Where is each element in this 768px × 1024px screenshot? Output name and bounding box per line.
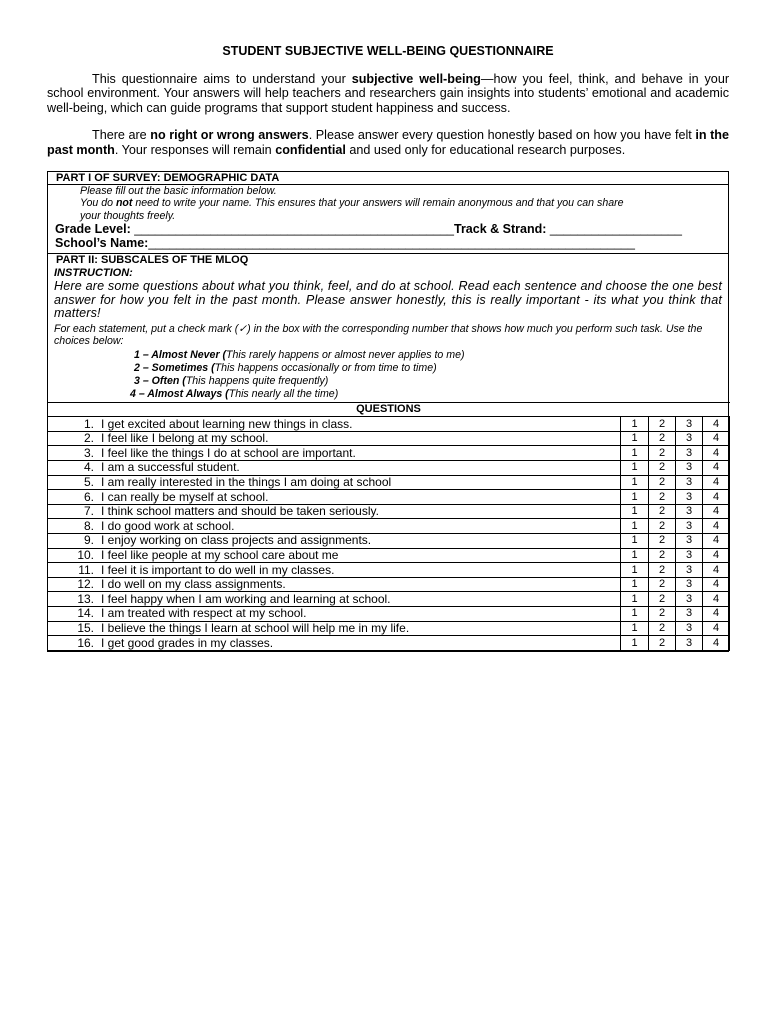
question-text: I am really interested in the things I am doing at school: [101, 474, 392, 489]
track-strand-input[interactable]: ___________________: [549, 221, 682, 236]
question-number: 15.: [77, 620, 94, 635]
track-strand-label: Track & Strand:: [454, 221, 550, 236]
question-row: [48, 636, 730, 651]
question-text-cell: [48, 592, 621, 607]
question-row: [48, 534, 730, 549]
intro-paragraph-1: [47, 72, 729, 115]
question-text-cell: [48, 621, 621, 636]
intro-text: This questionnaire aims to understand your: [92, 72, 352, 86]
question-number: 7.: [83, 504, 94, 519]
question-text: I can really be myself at school.: [101, 489, 269, 504]
question-text: I am a successful student.: [101, 460, 240, 475]
question-text: I get good grades in my classes.: [101, 635, 274, 650]
rating-option-4[interactable]: 4: [703, 534, 730, 549]
rating-option-3[interactable]: 3: [676, 548, 703, 563]
rating-option-1[interactable]: 1: [621, 607, 649, 622]
rating-option-1[interactable]: 1: [621, 621, 649, 636]
rating-option-4[interactable]: 4: [703, 461, 730, 476]
question-text: I enjoy working on class projects and assignments.: [101, 533, 372, 548]
questions-table: [47, 402, 730, 651]
question-row: [48, 475, 730, 490]
rating-option-2[interactable]: 2: [649, 431, 676, 446]
rating-option-4[interactable]: 4: [703, 431, 730, 446]
rating-option-1[interactable]: 1: [621, 490, 649, 505]
rating-option-4[interactable]: 4: [703, 577, 730, 592]
question-row: [48, 592, 730, 607]
part2-section: [48, 254, 728, 402]
choice-legend: [48, 348, 728, 401]
choice-desc: This happens quite frequently): [185, 374, 329, 387]
rating-option-1[interactable]: 1: [621, 504, 649, 519]
question-text-cell: [48, 577, 621, 592]
rating-option-3[interactable]: 3: [676, 475, 703, 490]
rating-option-4[interactable]: 4: [703, 592, 730, 607]
instruction-text: Here are some questions about what you think, feel, and do at school. Read each sentence and choose the one best answer for how you felt in the past month. Please answer honestly, this is really important - its what you think that matters!: [54, 278, 722, 321]
question-text-cell: [48, 417, 621, 432]
questions-header-row: [48, 402, 730, 417]
rating-option-4[interactable]: 4: [703, 519, 730, 534]
question-text: I am treated with respect at my school.: [101, 606, 307, 621]
rating-option-2[interactable]: 2: [649, 592, 676, 607]
rating-option-3[interactable]: 3: [676, 577, 703, 592]
question-row: [48, 519, 730, 534]
question-row: [48, 490, 730, 505]
rating-option-1[interactable]: 1: [621, 446, 649, 461]
rating-option-3[interactable]: 3: [676, 534, 703, 549]
choice-item: [134, 349, 728, 362]
question-row: [48, 431, 730, 446]
question-row: [48, 563, 730, 578]
question-text: I believe the things I learn at school will help me in my life.: [101, 620, 410, 635]
rating-option-2[interactable]: 2: [649, 461, 676, 476]
grade-track-field[interactable]: [48, 222, 728, 236]
question-text-cell: [48, 475, 621, 490]
rating-option-4[interactable]: 4: [703, 548, 730, 563]
question-text: I think school matters and should be taken seriously.: [101, 504, 379, 519]
rating-option-3[interactable]: 3: [676, 519, 703, 534]
school-name-input[interactable]: ______________________________________________________________________: [148, 235, 635, 250]
rating-option-4[interactable]: 4: [703, 490, 730, 505]
intro-emphasis: confidential: [275, 142, 346, 157]
intro-emphasis: subjective well-being: [351, 72, 481, 86]
question-text: I feel it is important to do well in my classes.: [101, 562, 335, 577]
rating-option-1[interactable]: 1: [621, 592, 649, 607]
rating-option-3[interactable]: 3: [676, 417, 703, 432]
question-text: I do good work at school.: [101, 518, 235, 533]
question-number: 16.: [77, 635, 94, 650]
question-number: 12.: [77, 577, 94, 592]
question-number: 14.: [77, 606, 94, 621]
question-text: I feel happy when I am working and learning at school.: [101, 591, 391, 606]
question-text: I feel like I belong at my school.: [101, 431, 269, 446]
instruction-checkmark-note: For each statement, put a check mark (✓) in the box with the corresponding number that shows how much you perform such task. Use the choices below:: [54, 322, 703, 348]
rating-option-2[interactable]: 2: [649, 417, 676, 432]
intro-emphasis: in the past month: [47, 128, 729, 157]
part2-heading: PART II: SUBSCALES OF THE MLOQ: [56, 253, 249, 266]
rating-option-1[interactable]: 1: [621, 548, 649, 563]
part1-note-cont: your thoughts freely.: [80, 209, 176, 222]
school-name-field[interactable]: [48, 236, 728, 250]
question-row: [48, 461, 730, 476]
rating-option-2[interactable]: 2: [649, 548, 676, 563]
part1-section: [48, 172, 728, 254]
question-number: 11.: [78, 562, 94, 577]
rating-option-2[interactable]: 2: [649, 446, 676, 461]
rating-option-3[interactable]: 3: [676, 461, 703, 476]
rating-option-2[interactable]: 2: [649, 577, 676, 592]
choice-desc: This rarely happens or almost never applies to me): [226, 348, 465, 361]
rating-option-3[interactable]: 3: [676, 431, 703, 446]
questions-body: [48, 417, 730, 651]
rating-option-4[interactable]: 4: [703, 446, 730, 461]
rating-option-1[interactable]: 1: [621, 636, 649, 651]
rating-option-2[interactable]: 2: [649, 636, 676, 651]
rating-option-3[interactable]: 3: [676, 490, 703, 505]
note-text: need to write your name. This ensures that your answers will remain anonymous and that you can share: [132, 197, 624, 210]
rating-option-2[interactable]: 2: [649, 534, 676, 549]
question-text-cell: [48, 534, 621, 549]
question-text: I get excited about learning new things in class.: [101, 416, 353, 431]
question-text-cell: [48, 490, 621, 505]
question-row: [48, 446, 730, 461]
intro-text: —how you feel, think, and behave in your school environment. Your answers will help teachers and researchers gain insights into students’ emotional and academic well-being, which can guide programs that support student happiness and success.: [47, 72, 730, 115]
rating-option-1[interactable]: 1: [621, 417, 649, 432]
question-row: [48, 417, 730, 432]
question-text-cell: [48, 636, 621, 651]
intro-text: . Please answer every question honestly based on how you have felt: [308, 128, 696, 143]
choice-key: 2 – Sometimes (: [134, 361, 215, 374]
intro-paragraph-2: [47, 128, 729, 157]
intro-text: There are: [92, 128, 151, 143]
intro-text: and used only for educational research purposes.: [345, 142, 626, 157]
question-text-cell: [48, 607, 621, 622]
question-number: 4.: [83, 460, 94, 475]
grade-level-label: Grade Level:: [55, 221, 135, 236]
question-number: 6.: [83, 489, 94, 504]
rating-option-2[interactable]: 2: [649, 519, 676, 534]
question-number: 3.: [83, 445, 94, 460]
rating-option-1[interactable]: 1: [621, 461, 649, 476]
question-text-cell: [48, 461, 621, 476]
rating-option-2[interactable]: 2: [649, 621, 676, 636]
rating-option-4[interactable]: 4: [703, 563, 730, 578]
choice-item: [130, 388, 728, 401]
rating-option-2[interactable]: 2: [649, 563, 676, 578]
question-number: 9.: [83, 533, 94, 548]
question-text-cell: [48, 548, 621, 563]
rating-option-4[interactable]: 4: [703, 621, 730, 636]
rating-option-3[interactable]: 3: [676, 563, 703, 578]
instruction-label: INSTRUCTION:: [54, 266, 133, 279]
question-row: [48, 504, 730, 519]
question-row: [48, 577, 730, 592]
rating-option-3[interactable]: 3: [676, 446, 703, 461]
question-number: 2.: [83, 431, 94, 446]
choice-item: [134, 362, 728, 375]
questions-header: QUESTIONS: [48, 402, 730, 417]
question-number: 8.: [83, 518, 94, 533]
question-row: [48, 621, 730, 636]
choice-desc: This happens occasionally or from time to time): [214, 361, 437, 374]
part1-heading: PART I OF SURVEY: DEMOGRAPHIC DATA: [48, 172, 728, 185]
rating-option-4[interactable]: 4: [703, 607, 730, 622]
rating-option-1[interactable]: 1: [621, 563, 649, 578]
question-text-cell: [48, 504, 621, 519]
rating-option-3[interactable]: 3: [676, 504, 703, 519]
intro-text: . Your responses will remain: [114, 142, 276, 157]
rating-option-1[interactable]: 1: [621, 519, 649, 534]
note-text: You do: [80, 197, 116, 210]
question-text: I feel like people at my school care about me: [101, 547, 339, 562]
choice-item: [134, 375, 728, 388]
choice-key: 4 – Almost Always (: [130, 387, 229, 400]
question-number: 1.: [83, 416, 94, 431]
grade-level-input[interactable]: ______________________________________________: [134, 221, 454, 236]
rating-option-4[interactable]: 4: [703, 417, 730, 432]
question-text: I feel like the things I do at school are important.: [101, 445, 356, 460]
choice-desc: This nearly all the time): [228, 387, 339, 400]
question-number: 13.: [77, 591, 94, 606]
rating-option-4[interactable]: 4: [703, 636, 730, 651]
question-text-cell: [48, 446, 621, 461]
rating-option-1[interactable]: 1: [621, 475, 649, 490]
page-title: STUDENT SUBJECTIVE WELL-BEING QUESTIONNAIRE: [222, 44, 554, 58]
rating-option-4[interactable]: 4: [703, 504, 730, 519]
question-text-cell: [48, 431, 621, 446]
rating-option-3[interactable]: 3: [676, 621, 703, 636]
rating-option-2[interactable]: 2: [649, 490, 676, 505]
rating-option-3[interactable]: 3: [676, 636, 703, 651]
rating-option-1[interactable]: 1: [621, 534, 649, 549]
rating-option-1[interactable]: 1: [621, 577, 649, 592]
question-number: 10.: [77, 547, 94, 562]
question-text-cell: [48, 519, 621, 534]
rating-option-2[interactable]: 2: [649, 475, 676, 490]
question-text-cell: [48, 563, 621, 578]
question-row: [48, 607, 730, 622]
survey-box: [47, 171, 729, 652]
choice-key: 1 – Almost Never (: [134, 348, 227, 361]
choice-key: 3 – Often (: [134, 374, 186, 387]
rating-option-3[interactable]: 3: [676, 607, 703, 622]
school-name-label: School’s Name:: [55, 235, 149, 250]
part1-anonymity-note: [48, 197, 728, 209]
rating-option-4[interactable]: 4: [703, 475, 730, 490]
intro-emphasis: no right or wrong answers: [150, 128, 309, 143]
question-number: 5.: [83, 474, 94, 489]
question-text: I do well on my class assignments.: [101, 577, 286, 592]
questionnaire-page: [47, 0, 729, 652]
rating-option-2[interactable]: 2: [649, 607, 676, 622]
rating-option-2[interactable]: 2: [649, 504, 676, 519]
question-row: [48, 548, 730, 563]
rating-option-3[interactable]: 3: [676, 592, 703, 607]
part1-note: Please fill out the basic information below.: [80, 185, 277, 198]
note-emphasis: not: [115, 197, 133, 210]
rating-option-1[interactable]: 1: [621, 431, 649, 446]
